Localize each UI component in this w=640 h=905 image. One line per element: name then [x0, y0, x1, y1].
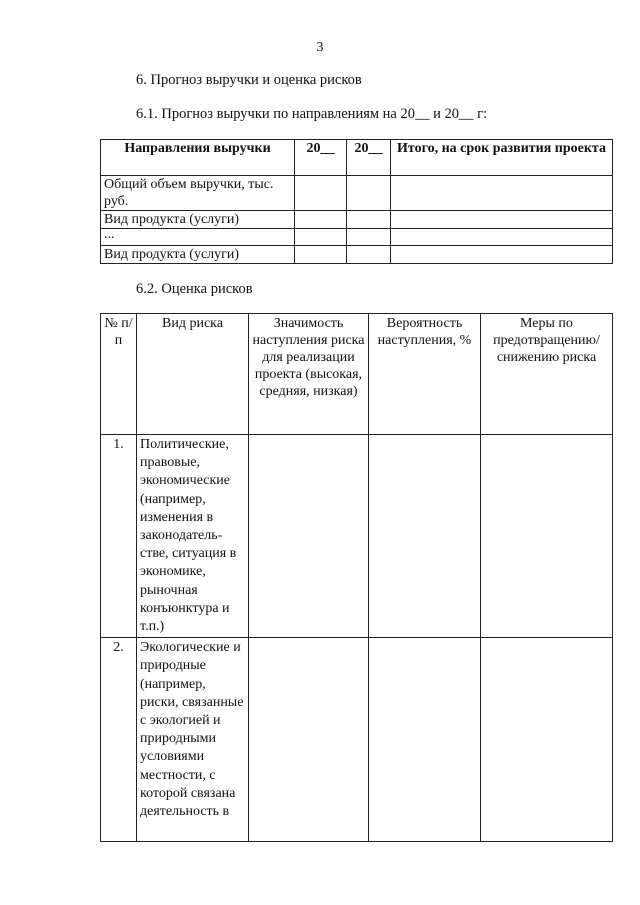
- risk-cell: [369, 638, 481, 842]
- revenue-header-year-2: 20__: [347, 140, 391, 176]
- risk-cell: [481, 435, 613, 638]
- table-row: [101, 246, 613, 264]
- revenue-row-label: ...: [101, 229, 295, 246]
- revenue-cell: [347, 229, 391, 246]
- risk-row-number: 1.: [101, 435, 137, 638]
- risk-header-measures: Меры по предотвращению/ снижению риска: [481, 314, 613, 435]
- revenue-header-direction: Направления выручки: [101, 140, 295, 176]
- revenue-cell: [295, 211, 347, 229]
- risk-cell: [249, 638, 369, 842]
- section-6-1-title: 6.1. Прогноз выручки по направлениям на 20__ и 20__ г:: [136, 106, 488, 122]
- risk-header-number: № п/п: [101, 314, 137, 435]
- revenue-cell: [347, 211, 391, 229]
- revenue-header-row: [101, 140, 613, 176]
- risk-row-type: Политические, правовые, экономические (например, изменения в законодатель-стве, ситуация в экономике, рыночная конъюнктура и т.п.): [137, 435, 249, 638]
- table-row: [101, 435, 613, 638]
- risk-header-row: [101, 314, 613, 435]
- revenue-forecast-table: [100, 139, 613, 264]
- risk-cell: [249, 435, 369, 638]
- risk-header-significance: Значимость наступления риска для реализации проекта (высокая, средняя, низкая): [249, 314, 369, 435]
- revenue-row-label: Вид продукта (услуги): [101, 211, 295, 229]
- table-row: [101, 211, 613, 229]
- risk-header-probability: Вероятность наступления, %: [369, 314, 481, 435]
- risk-cell: [481, 638, 613, 842]
- risk-row-type: Экологические и природные (например, риски, связанные с экологией и природными условиями местности, с которой связана деятельность в: [137, 638, 249, 842]
- risk-row-number: 2.: [101, 638, 137, 842]
- revenue-header-year-1: 20__: [295, 140, 347, 176]
- revenue-cell: [347, 246, 391, 264]
- revenue-cell: [295, 176, 347, 211]
- risk-header-type: Вид риска: [137, 314, 249, 435]
- revenue-cell: [391, 211, 613, 229]
- revenue-cell: [391, 229, 613, 246]
- section-6-2-title: 6.2. Оценка рисков: [136, 281, 253, 297]
- section-6-title: 6. Прогноз выручки и оценка рисков: [136, 72, 362, 88]
- revenue-cell: [391, 176, 613, 211]
- risk-assessment-table: [100, 313, 613, 842]
- table-row: [101, 229, 613, 246]
- page-number: 3: [316, 40, 324, 55]
- revenue-row-label: Вид продукта (услуги): [101, 246, 295, 264]
- revenue-cell: [391, 246, 613, 264]
- table-row: [101, 638, 613, 842]
- revenue-cell: [295, 229, 347, 246]
- risk-cell: [369, 435, 481, 638]
- revenue-cell: [347, 176, 391, 211]
- table-row: [101, 176, 613, 211]
- revenue-cell: [295, 246, 347, 264]
- revenue-row-label: Общий объем выручки, тыс. руб.: [101, 176, 295, 211]
- revenue-header-total: Итого, на срок развития проекта: [391, 140, 613, 176]
